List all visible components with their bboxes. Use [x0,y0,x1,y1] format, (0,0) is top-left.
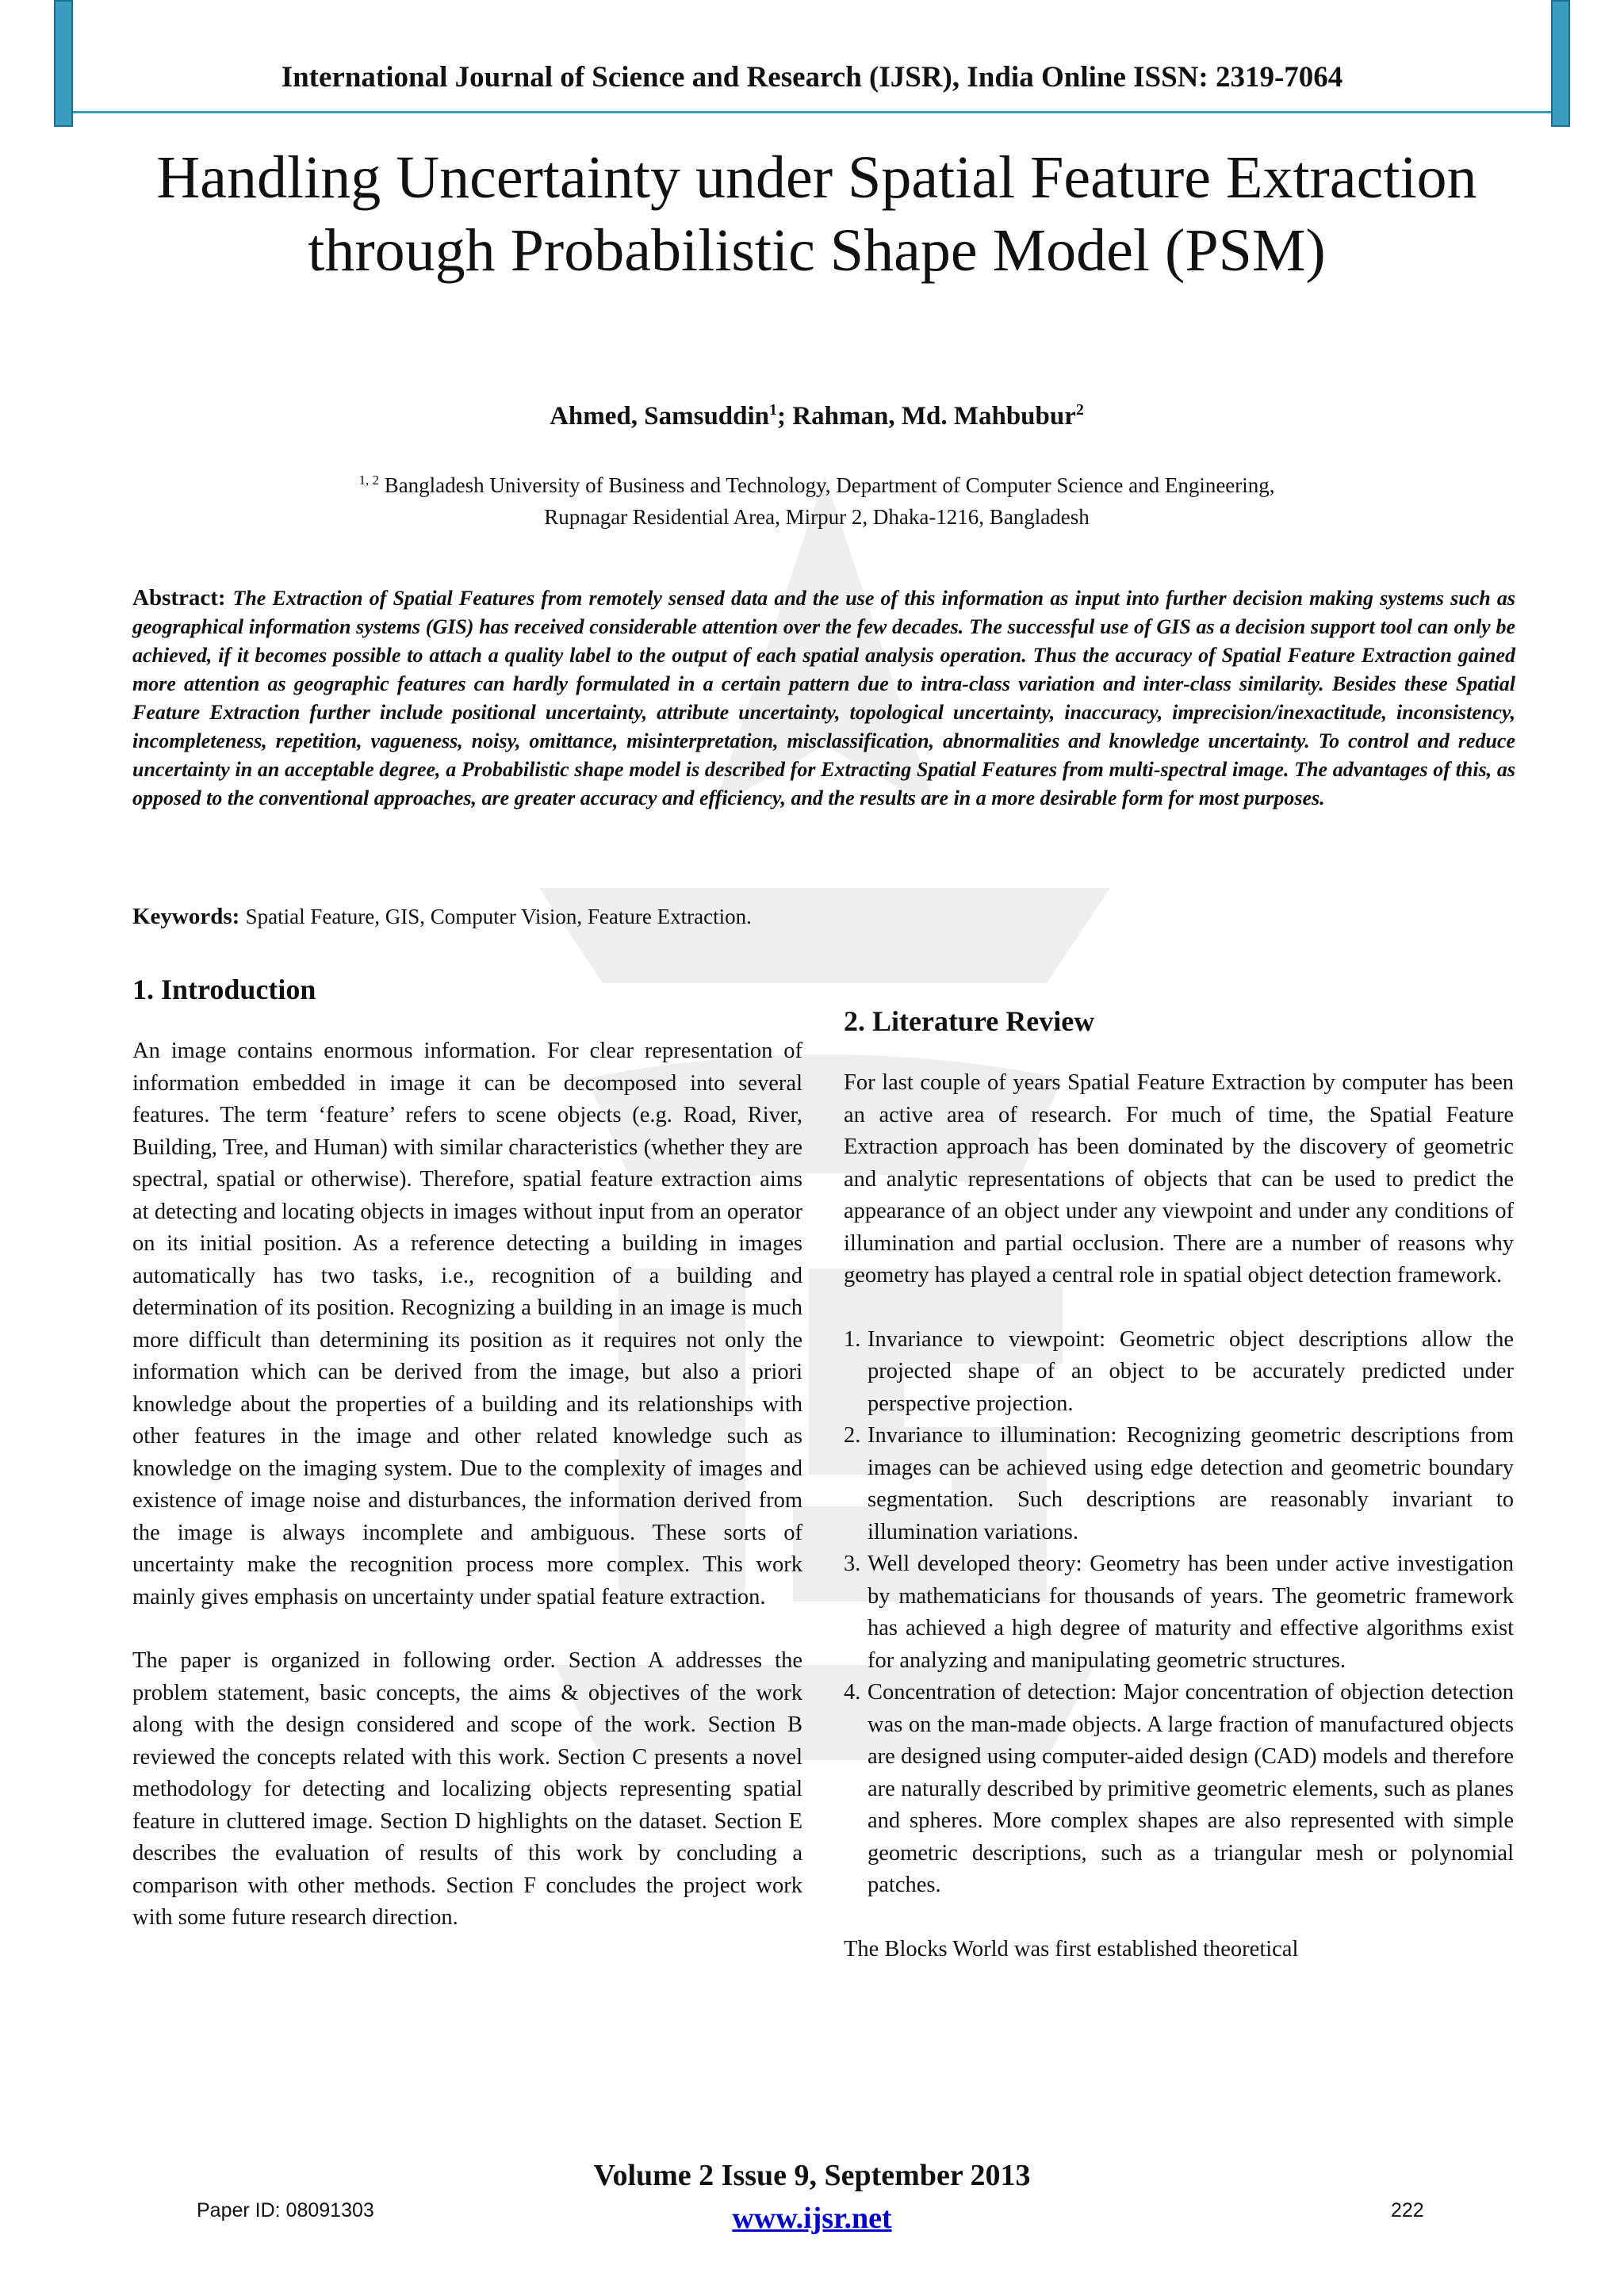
list-item [844,1548,1514,1677]
paper-title: Handling Uncertainty under Spatial Feature Extraction through Probabilistic Shape Model (PSM) [156,144,1477,284]
list-item [844,1324,1514,1421]
keywords [132,904,1515,930]
left-accent-bar [54,0,73,127]
keywords-label: Keywords: [132,904,246,929]
list-item-text: Invariance to illumination: Recognizing geometric descriptions from images can be achieved using edge detection and geometric boundary segmentation. Such descriptions are reasonably invariant to illumination variations. [868,1423,1514,1544]
list-item [844,1677,1514,1902]
list-item-number: 2. [844,1423,861,1448]
list-item-text: Concentration of detection: Major concentration of objection detection was on the man-made objects. A large fraction of manufactured objects are designed using computer-aided design (CAD) models and therefore are naturally described by primitive geometric elements, such as planes and spheres. More complex shapes are also represented with simple geometric descriptions, such as a triangular mesh or polynomial patches. [868,1680,1514,1897]
right-column [844,1004,1514,1997]
affiliation-line-2: Rupnagar Residential Area, Mirpur 2, Dhaka-1216, Bangladesh [544,505,1090,529]
literature-review-paragraph-2: The Blocks World was first established theoretical [844,1936,1299,1961]
author-1-affil-mark: 1 [769,401,778,419]
affiliation-mark: 1, 2 [358,473,379,488]
introduction-paragraph-2: The paper is organized in following order. Section A addresses the problem statement, basic concepts, the aims & objectives of the work along with the design considered and scope of the work. Section B reviewed the concepts related with this work. Section C presents a novel methodology for detecting and localizing objects representing spatial feature in cluttered image. Section D highlights on the dataset. Section E describes the evaluation of results of this work by concluding a comparison with other methods. Section F concludes the project work with some future research direction. [132,1648,802,1930]
abstract-text: The Extraction of Spatial Features from remotely sensed data and the use of this information as input into further decision making systems such as geographical information systems (GIS) has received considerable attention over the few decades. The successful use of GIS as a decision support tool can only be achieved, if it becomes possible to attach a quality label to the output of each spatial analysis operation. Thus the accuracy of Spatial Feature Extraction gained more attention as geographic features can hardly formulated in a certain pattern due to intra-class variation and inter-class similarity. Besides these Spatial Feature Extraction further include positional uncertainty, attribute uncertainty, topological uncertainty, inaccuracy, imprecision/inexactitude, inconsistency, incompleteness, repetition, vagueness, noisy, omittance, misinterpretation, misclassification, abnormalities and knowledge uncertainty. To control and reduce uncertainty in an acceptable degree, a Probabilistic shape model is described for Extracting Spatial Features from multi-spectral image. The advantages of this, as opposed to the conventional approaches, are greater accuracy and efficiency, and the results are in a more desirable form for most purposes. [132,587,1515,809]
affiliation-line-1-text: Bangladesh University of Business and Technology, Department of Computer Science and Engineering, [378,473,1275,497]
author-2: Rahman, Md. Mahbubur [792,402,1076,430]
literature-review-paragraph-1: For last couple of years Spatial Feature Extraction by computer has been an active area of research. For much of time, the Spatial Feature Extraction approach has been dominated by the discovery of geometric and analytic representations of objects that can be used to predict the appearance of an object under any viewpoint and under any conditions of illumination and partial occlusion. There are a number of reasons why geometry has played a central role in spatial object detection framework. [844,1070,1514,1288]
list-item-text: Invariance to viewpoint: Geometric object descriptions allow the projected shape of an object to be accurately predicted under perspective projection. [868,1326,1514,1416]
left-column [132,972,802,1966]
literature-review-heading: 2. Literature Review [844,1005,1095,1037]
geometry-reasons-list [844,1324,1514,1902]
list-item [844,1420,1514,1548]
author-1: Ahmed, Samsuddin [550,402,770,430]
affiliation [127,465,1507,533]
list-item-number: 1. [844,1326,861,1352]
affiliation-line-1 [127,465,1507,501]
list-item-text: Well developed theory: Geometry has been under active investigation by mathematicians for thousands of years. The geometric framework has achieved a high degree of maturity and effective algorithms exist for analyzing and manipulating geometric structures. [868,1552,1514,1673]
keywords-text: Spatial Feature, GIS, Computer Vision, Feature Extraction. [245,905,752,928]
journal-website-link[interactable]: www.ijsr.net [732,2202,892,2235]
author-2-affil-mark: 2 [1075,401,1084,419]
list-item-number: 3. [844,1552,861,1576]
introduction-heading: 1. Introduction [132,974,316,1005]
header-rule [73,111,1551,113]
list-item-number: 4. [844,1680,861,1705]
paper-id: Paper ID: 08091303 [197,2199,374,2221]
author-line [127,401,1507,431]
right-accent-bar [1551,0,1570,127]
introduction-paragraph-1: An image contains enormous information. For clear representation of information embedded in image it can be decomposed into several features. The term ‘feature’ refers to scene objects (e.g. Road, River, Building, Tree, and Human) with similar characteristics (whether they are spectral, spatial or otherwise). Therefore, spatial feature extraction aims at detecting and locating objects in images without input from an operator on its initial position. As a reference detecting a building in images automatically has two tasks, i.e., recognition of a building and determination of its position. Recognizing a building in an image is much more difficult than determining its position as it requires not only the information which can be derived from the image, but also a priori knowledge about the properties of a building and its relationships with other features in the image and other related knowledge such as knowledge on the imaging system. Due to the complexity of images and existence of image noise and disturbances, the information derived from the image is always incomplete and ambiguous. These sorts of uncertainty make the recognition process more complex. This work mainly gives emphasis on uncertainty under spatial feature extraction. [132,1039,802,1609]
abstract-label: Abstract: [132,585,233,610]
abstract [132,584,1515,813]
page-number: 222 [1391,2199,1424,2221]
journal-header: International Journal of Science and Research (IJSR), India Online ISSN: 2319-7064 [281,61,1343,94]
footer-volume: Volume 2 Issue 9, September 2013 [593,2159,1031,2192]
author-separator: ; [777,402,793,430]
